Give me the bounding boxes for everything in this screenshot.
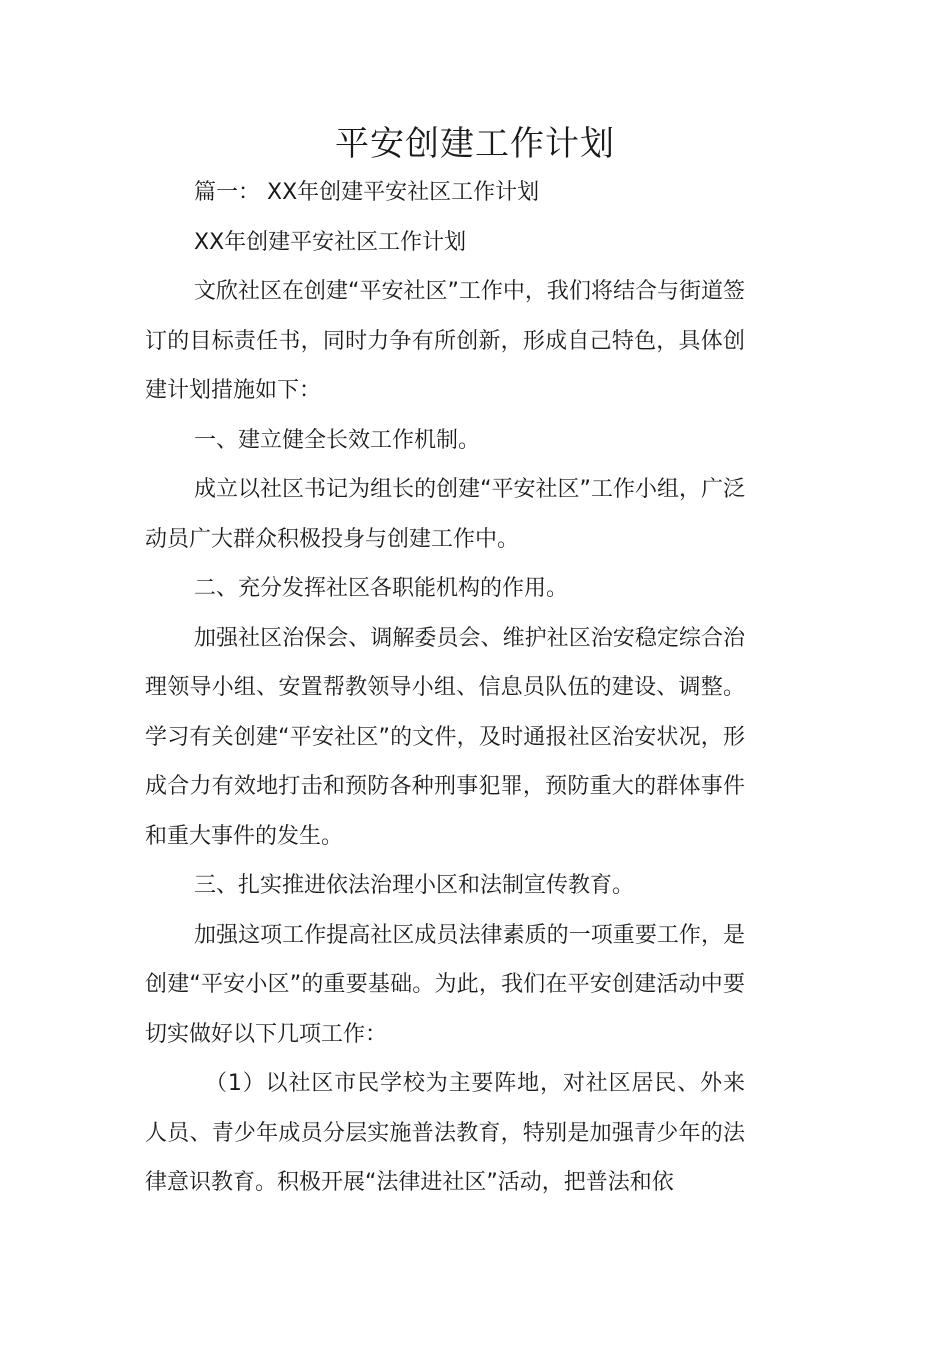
body-paragraph: 文欣社区在创建“平安社区”工作中，我们将结合与街道签订的目标责任书，同时力争有所创新，形成自己特色，具体创建计划措施如下： bbox=[145, 279, 745, 403]
section-heading: 二、充分发挥社区各职能机构的作用。 bbox=[194, 576, 569, 601]
body-paragraph: （1）以社区市民学校为主要阵地，对社区居民、外来人员、青少年成员分层实施普法教育，特别是加强青少年的法律意识教育。积极开展“法律进社区”活动，把普法和依 bbox=[145, 1071, 745, 1195]
subtitle-line: 篇一： XX年创建平安社区工作计划 bbox=[194, 180, 540, 205]
body-paragraph: 加强社区治保会、调解委员会、维护社区治安稳定综合治理领导小组、安置帮教领导小组、信息员队伍的建设、调整。学习有关创建“平安社区”的文件，及时通报社区治安状况，形成合力有效地打击和预防各种刑事犯罪，预防重大的群体事件和重大事件的发生。 bbox=[145, 625, 745, 849]
body-paragraph: 成立以社区书记为组长的创建“平安社区”工作小组，广泛动员广大群众积极投身与创建工作中。 bbox=[145, 477, 745, 552]
body-paragraph: 加强这项工作提高社区成员法律素质的一项重要工作，是创建“平安小区”的重要基础。为此，我们在平安创建活动中要切实做好以下几项工作： bbox=[145, 922, 745, 1047]
document-title: 平安创建工作计划 bbox=[335, 124, 615, 164]
section-heading: 一、建立健全长效工作机制。 bbox=[194, 427, 481, 453]
section-heading: 三、扎实推进依法治理小区和法制宣传教育。 bbox=[194, 873, 635, 898]
section-heading: XX年创建平安社区工作计划 bbox=[194, 229, 467, 255]
document-body bbox=[145, 168, 745, 1208]
